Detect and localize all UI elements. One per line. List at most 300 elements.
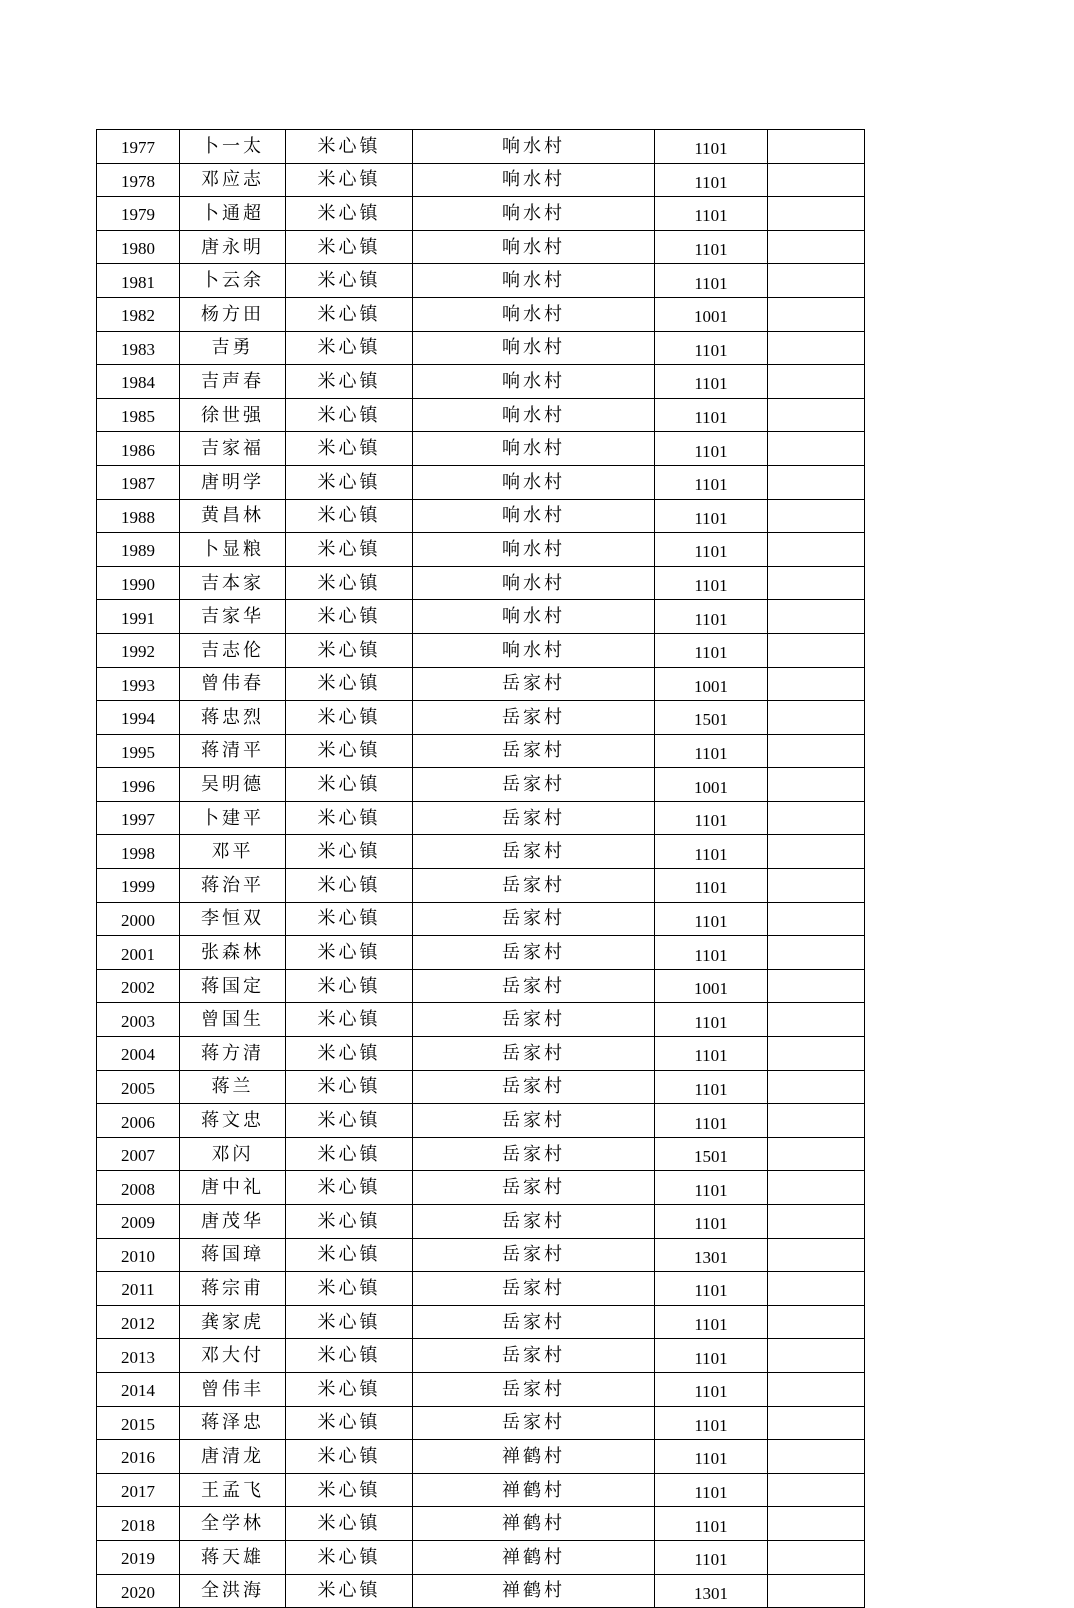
note-cell xyxy=(768,1507,865,1541)
table-row xyxy=(97,768,865,802)
note-cell xyxy=(768,197,865,231)
village-cell: 禅鹤村 xyxy=(413,1574,655,1608)
name-cell: 龚家虎 xyxy=(180,1305,286,1339)
village-cell: 岳家村 xyxy=(413,768,655,802)
code-cell: 1501 xyxy=(655,1137,768,1171)
name-cell: 王孟飞 xyxy=(180,1473,286,1507)
code-cell: 1101 xyxy=(655,130,768,164)
town-cell: 米心镇 xyxy=(286,1272,413,1306)
row-number-cell: 2000 xyxy=(97,902,180,936)
town-cell: 米心镇 xyxy=(286,1238,413,1272)
code-cell: 1101 xyxy=(655,1037,768,1071)
name-cell: 蒋天雄 xyxy=(180,1540,286,1574)
town-cell: 米心镇 xyxy=(286,130,413,164)
village-cell: 岳家村 xyxy=(413,1305,655,1339)
town-cell: 米心镇 xyxy=(286,869,413,903)
row-number-cell: 1993 xyxy=(97,667,180,701)
village-cell: 响水村 xyxy=(413,365,655,399)
village-cell: 岳家村 xyxy=(413,969,655,1003)
row-number-cell: 2020 xyxy=(97,1574,180,1608)
code-cell: 1101 xyxy=(655,398,768,432)
town-cell: 米心镇 xyxy=(286,1339,413,1373)
note-cell xyxy=(768,1440,865,1474)
table-body xyxy=(97,130,865,1608)
row-number-cell: 1984 xyxy=(97,365,180,399)
row-number-cell: 1978 xyxy=(97,163,180,197)
village-cell: 响水村 xyxy=(413,499,655,533)
note-cell xyxy=(768,600,865,634)
code-cell: 1101 xyxy=(655,1406,768,1440)
name-cell: 邓闪 xyxy=(180,1137,286,1171)
note-cell xyxy=(768,432,865,466)
table-row xyxy=(97,432,865,466)
name-cell: 曾伟丰 xyxy=(180,1372,286,1406)
table-row xyxy=(97,533,865,567)
village-cell: 岳家村 xyxy=(413,1037,655,1071)
table-row xyxy=(97,1003,865,1037)
note-cell xyxy=(768,701,865,735)
village-cell: 禅鹤村 xyxy=(413,1473,655,1507)
note-cell xyxy=(768,1171,865,1205)
note-cell xyxy=(768,835,865,869)
name-cell: 卜显粮 xyxy=(180,533,286,567)
row-number-cell: 2004 xyxy=(97,1037,180,1071)
town-cell: 米心镇 xyxy=(286,1171,413,1205)
note-cell xyxy=(768,1205,865,1239)
table-row xyxy=(97,398,865,432)
row-number-cell: 2002 xyxy=(97,969,180,1003)
table-row xyxy=(97,701,865,735)
village-cell: 岳家村 xyxy=(413,734,655,768)
note-cell xyxy=(768,969,865,1003)
table-row xyxy=(97,835,865,869)
town-cell: 米心镇 xyxy=(286,1104,413,1138)
row-number-cell: 2014 xyxy=(97,1372,180,1406)
note-cell xyxy=(768,130,865,164)
village-cell: 岳家村 xyxy=(413,835,655,869)
row-number-cell: 2008 xyxy=(97,1171,180,1205)
village-cell: 响水村 xyxy=(413,297,655,331)
note-cell xyxy=(768,163,865,197)
note-cell xyxy=(768,902,865,936)
note-cell xyxy=(768,264,865,298)
row-number-cell: 1999 xyxy=(97,869,180,903)
town-cell: 米心镇 xyxy=(286,1037,413,1071)
code-cell: 1101 xyxy=(655,801,768,835)
code-cell: 1101 xyxy=(655,1171,768,1205)
code-cell: 1101 xyxy=(655,432,768,466)
code-cell: 1001 xyxy=(655,297,768,331)
village-cell: 响水村 xyxy=(413,264,655,298)
row-number-cell: 1977 xyxy=(97,130,180,164)
village-cell: 岳家村 xyxy=(413,1003,655,1037)
village-cell: 响水村 xyxy=(413,331,655,365)
row-number-cell: 1996 xyxy=(97,768,180,802)
note-cell xyxy=(768,398,865,432)
town-cell: 米心镇 xyxy=(286,163,413,197)
row-number-cell: 1982 xyxy=(97,297,180,331)
town-cell: 米心镇 xyxy=(286,633,413,667)
village-cell: 禅鹤村 xyxy=(413,1507,655,1541)
table-row xyxy=(97,801,865,835)
village-cell: 岳家村 xyxy=(413,1238,655,1272)
village-cell: 岳家村 xyxy=(413,1372,655,1406)
name-cell: 黄昌林 xyxy=(180,499,286,533)
town-cell: 米心镇 xyxy=(286,1372,413,1406)
table-row xyxy=(97,465,865,499)
row-number-cell: 1991 xyxy=(97,600,180,634)
row-number-cell: 1983 xyxy=(97,331,180,365)
row-number-cell: 2009 xyxy=(97,1205,180,1239)
table-row xyxy=(97,230,865,264)
code-cell: 1101 xyxy=(655,1003,768,1037)
note-cell xyxy=(768,1272,865,1306)
note-cell xyxy=(768,465,865,499)
town-cell: 米心镇 xyxy=(286,600,413,634)
village-cell: 响水村 xyxy=(413,465,655,499)
village-cell: 岳家村 xyxy=(413,1070,655,1104)
code-cell: 1101 xyxy=(655,1205,768,1239)
code-cell: 1101 xyxy=(655,197,768,231)
row-number-cell: 2017 xyxy=(97,1473,180,1507)
town-cell: 米心镇 xyxy=(286,1003,413,1037)
code-cell: 1101 xyxy=(655,734,768,768)
row-number-cell: 1986 xyxy=(97,432,180,466)
village-cell: 响水村 xyxy=(413,230,655,264)
table-row xyxy=(97,365,865,399)
row-number-cell: 1995 xyxy=(97,734,180,768)
name-cell: 唐明学 xyxy=(180,465,286,499)
village-cell: 响水村 xyxy=(413,533,655,567)
table-row xyxy=(97,163,865,197)
town-cell: 米心镇 xyxy=(286,331,413,365)
name-cell: 吉声春 xyxy=(180,365,286,399)
code-cell: 1001 xyxy=(655,667,768,701)
code-cell: 1101 xyxy=(655,1473,768,1507)
note-cell xyxy=(768,566,865,600)
note-cell xyxy=(768,1574,865,1608)
town-cell: 米心镇 xyxy=(286,230,413,264)
name-cell: 唐茂华 xyxy=(180,1205,286,1239)
code-cell: 1101 xyxy=(655,902,768,936)
row-number-cell: 1997 xyxy=(97,801,180,835)
village-cell: 岳家村 xyxy=(413,1339,655,1373)
table-row xyxy=(97,734,865,768)
town-cell: 米心镇 xyxy=(286,365,413,399)
code-cell: 1101 xyxy=(655,1440,768,1474)
table-row xyxy=(97,264,865,298)
town-cell: 米心镇 xyxy=(286,1540,413,1574)
name-cell: 蒋国璋 xyxy=(180,1238,286,1272)
town-cell: 米心镇 xyxy=(286,835,413,869)
town-cell: 米心镇 xyxy=(286,1305,413,1339)
note-cell xyxy=(768,1540,865,1574)
code-cell: 1101 xyxy=(655,365,768,399)
name-cell: 吉勇 xyxy=(180,331,286,365)
table-row xyxy=(97,1406,865,1440)
name-cell: 蒋宗甫 xyxy=(180,1272,286,1306)
code-cell: 1101 xyxy=(655,633,768,667)
table-row xyxy=(97,936,865,970)
code-cell: 1301 xyxy=(655,1238,768,1272)
village-cell: 响水村 xyxy=(413,398,655,432)
row-number-cell: 2016 xyxy=(97,1440,180,1474)
row-number-cell: 2011 xyxy=(97,1272,180,1306)
code-cell: 1101 xyxy=(655,230,768,264)
name-cell: 吴明德 xyxy=(180,768,286,802)
row-number-cell: 2001 xyxy=(97,936,180,970)
name-cell: 蒋兰 xyxy=(180,1070,286,1104)
row-number-cell: 2012 xyxy=(97,1305,180,1339)
table-row xyxy=(97,331,865,365)
town-cell: 米心镇 xyxy=(286,1473,413,1507)
table-row xyxy=(97,197,865,231)
row-number-cell: 1990 xyxy=(97,566,180,600)
town-cell: 米心镇 xyxy=(286,1137,413,1171)
table-row xyxy=(97,297,865,331)
town-cell: 米心镇 xyxy=(286,264,413,298)
row-number-cell: 1998 xyxy=(97,835,180,869)
village-cell: 岳家村 xyxy=(413,1272,655,1306)
village-cell: 响水村 xyxy=(413,633,655,667)
name-cell: 全洪海 xyxy=(180,1574,286,1608)
note-cell xyxy=(768,1037,865,1071)
town-cell: 米心镇 xyxy=(286,1574,413,1608)
name-cell: 唐清龙 xyxy=(180,1440,286,1474)
village-cell: 响水村 xyxy=(413,163,655,197)
town-cell: 米心镇 xyxy=(286,902,413,936)
table-row xyxy=(97,1540,865,1574)
town-cell: 米心镇 xyxy=(286,1440,413,1474)
row-number-cell: 2005 xyxy=(97,1070,180,1104)
code-cell: 1101 xyxy=(655,835,768,869)
code-cell: 1101 xyxy=(655,600,768,634)
village-cell: 岳家村 xyxy=(413,902,655,936)
town-cell: 米心镇 xyxy=(286,1406,413,1440)
note-cell xyxy=(768,533,865,567)
name-cell: 蒋泽忠 xyxy=(180,1406,286,1440)
code-cell: 1101 xyxy=(655,1305,768,1339)
village-cell: 岳家村 xyxy=(413,1205,655,1239)
name-cell: 蒋方清 xyxy=(180,1037,286,1071)
note-cell xyxy=(768,633,865,667)
table-row xyxy=(97,1070,865,1104)
note-cell xyxy=(768,1104,865,1138)
table-row xyxy=(97,566,865,600)
note-cell xyxy=(768,1406,865,1440)
village-cell: 响水村 xyxy=(413,197,655,231)
name-cell: 邓大付 xyxy=(180,1339,286,1373)
town-cell: 米心镇 xyxy=(286,768,413,802)
table-row xyxy=(97,600,865,634)
code-cell: 1001 xyxy=(655,768,768,802)
note-cell xyxy=(768,936,865,970)
note-cell xyxy=(768,768,865,802)
note-cell xyxy=(768,1238,865,1272)
town-cell: 米心镇 xyxy=(286,297,413,331)
name-cell: 吉家福 xyxy=(180,432,286,466)
code-cell: 1001 xyxy=(655,969,768,1003)
note-cell xyxy=(768,801,865,835)
village-cell: 响水村 xyxy=(413,432,655,466)
code-cell: 1101 xyxy=(655,1540,768,1574)
name-cell: 吉本家 xyxy=(180,566,286,600)
table-row xyxy=(97,1205,865,1239)
table-row xyxy=(97,1372,865,1406)
row-number-cell: 1987 xyxy=(97,465,180,499)
code-cell: 1101 xyxy=(655,1104,768,1138)
name-cell: 唐永明 xyxy=(180,230,286,264)
name-cell: 曾伟春 xyxy=(180,667,286,701)
table-row xyxy=(97,1137,865,1171)
name-cell: 蒋国定 xyxy=(180,969,286,1003)
note-cell xyxy=(768,1372,865,1406)
town-cell: 米心镇 xyxy=(286,398,413,432)
table-row xyxy=(97,1574,865,1608)
table-row xyxy=(97,969,865,1003)
code-cell: 1101 xyxy=(655,499,768,533)
name-cell: 卜建平 xyxy=(180,801,286,835)
table-row xyxy=(97,1339,865,1373)
note-cell xyxy=(768,1305,865,1339)
name-cell: 卜通超 xyxy=(180,197,286,231)
table-row xyxy=(97,1473,865,1507)
note-cell xyxy=(768,1339,865,1373)
town-cell: 米心镇 xyxy=(286,1070,413,1104)
village-cell: 响水村 xyxy=(413,130,655,164)
row-number-cell: 1992 xyxy=(97,633,180,667)
name-cell: 张森林 xyxy=(180,936,286,970)
code-cell: 1101 xyxy=(655,163,768,197)
village-cell: 岳家村 xyxy=(413,1137,655,1171)
table-row xyxy=(97,1238,865,1272)
code-cell: 1101 xyxy=(655,264,768,298)
name-cell: 蒋忠烈 xyxy=(180,701,286,735)
note-cell xyxy=(768,499,865,533)
row-number-cell: 1981 xyxy=(97,264,180,298)
table-row xyxy=(97,1037,865,1071)
note-cell xyxy=(768,331,865,365)
table-row xyxy=(97,1104,865,1138)
village-cell: 岳家村 xyxy=(413,1406,655,1440)
row-number-cell: 1980 xyxy=(97,230,180,264)
row-number-cell: 1994 xyxy=(97,701,180,735)
town-cell: 米心镇 xyxy=(286,432,413,466)
row-number-cell: 1988 xyxy=(97,499,180,533)
town-cell: 米心镇 xyxy=(286,499,413,533)
town-cell: 米心镇 xyxy=(286,667,413,701)
village-cell: 岳家村 xyxy=(413,936,655,970)
town-cell: 米心镇 xyxy=(286,1507,413,1541)
note-cell xyxy=(768,365,865,399)
row-number-cell: 2013 xyxy=(97,1339,180,1373)
code-cell: 1101 xyxy=(655,1507,768,1541)
note-cell xyxy=(768,297,865,331)
code-cell: 1101 xyxy=(655,1372,768,1406)
table-row xyxy=(97,130,865,164)
row-number-cell: 1985 xyxy=(97,398,180,432)
note-cell xyxy=(768,1137,865,1171)
note-cell xyxy=(768,1003,865,1037)
town-cell: 米心镇 xyxy=(286,701,413,735)
table-row xyxy=(97,633,865,667)
code-cell: 1101 xyxy=(655,465,768,499)
table-row xyxy=(97,499,865,533)
village-cell: 响水村 xyxy=(413,566,655,600)
note-cell xyxy=(768,1473,865,1507)
table-row xyxy=(97,1507,865,1541)
row-number-cell: 1989 xyxy=(97,533,180,567)
name-cell: 蒋清平 xyxy=(180,734,286,768)
table-row xyxy=(97,902,865,936)
name-cell: 曾国生 xyxy=(180,1003,286,1037)
note-cell xyxy=(768,1070,865,1104)
name-cell: 徐世强 xyxy=(180,398,286,432)
village-cell: 岳家村 xyxy=(413,1104,655,1138)
table-row xyxy=(97,1171,865,1205)
row-number-cell: 2010 xyxy=(97,1238,180,1272)
code-cell: 1301 xyxy=(655,1574,768,1608)
code-cell: 1101 xyxy=(655,936,768,970)
village-cell: 响水村 xyxy=(413,600,655,634)
code-cell: 1101 xyxy=(655,331,768,365)
table-row xyxy=(97,1305,865,1339)
town-cell: 米心镇 xyxy=(286,1205,413,1239)
row-number-cell: 2007 xyxy=(97,1137,180,1171)
code-cell: 1101 xyxy=(655,1070,768,1104)
name-cell: 吉家华 xyxy=(180,600,286,634)
code-cell: 1101 xyxy=(655,566,768,600)
name-cell: 邓应志 xyxy=(180,163,286,197)
village-cell: 禅鹤村 xyxy=(413,1540,655,1574)
row-number-cell: 2003 xyxy=(97,1003,180,1037)
town-cell: 米心镇 xyxy=(286,969,413,1003)
name-cell: 卜一太 xyxy=(180,130,286,164)
town-cell: 米心镇 xyxy=(286,465,413,499)
code-cell: 1101 xyxy=(655,1272,768,1306)
town-cell: 米心镇 xyxy=(286,936,413,970)
note-cell xyxy=(768,869,865,903)
village-cell: 岳家村 xyxy=(413,701,655,735)
town-cell: 米心镇 xyxy=(286,533,413,567)
code-cell: 1101 xyxy=(655,869,768,903)
village-cell: 岳家村 xyxy=(413,869,655,903)
name-cell: 唐中礼 xyxy=(180,1171,286,1205)
note-cell xyxy=(768,734,865,768)
name-cell: 李恒双 xyxy=(180,902,286,936)
name-cell: 卜云余 xyxy=(180,264,286,298)
name-cell: 吉志伦 xyxy=(180,633,286,667)
town-cell: 米心镇 xyxy=(286,197,413,231)
name-cell: 全学林 xyxy=(180,1507,286,1541)
note-cell xyxy=(768,230,865,264)
village-cell: 岳家村 xyxy=(413,667,655,701)
code-cell: 1101 xyxy=(655,1339,768,1373)
note-cell xyxy=(768,667,865,701)
row-number-cell: 2006 xyxy=(97,1104,180,1138)
village-cell: 岳家村 xyxy=(413,801,655,835)
code-cell: 1101 xyxy=(655,533,768,567)
row-number-cell: 1979 xyxy=(97,197,180,231)
row-number-cell: 2018 xyxy=(97,1507,180,1541)
table-row xyxy=(97,1440,865,1474)
town-cell: 米心镇 xyxy=(286,566,413,600)
row-number-cell: 2015 xyxy=(97,1406,180,1440)
name-cell: 蒋治平 xyxy=(180,869,286,903)
town-cell: 米心镇 xyxy=(286,801,413,835)
village-cell: 岳家村 xyxy=(413,1171,655,1205)
table-row xyxy=(97,869,865,903)
